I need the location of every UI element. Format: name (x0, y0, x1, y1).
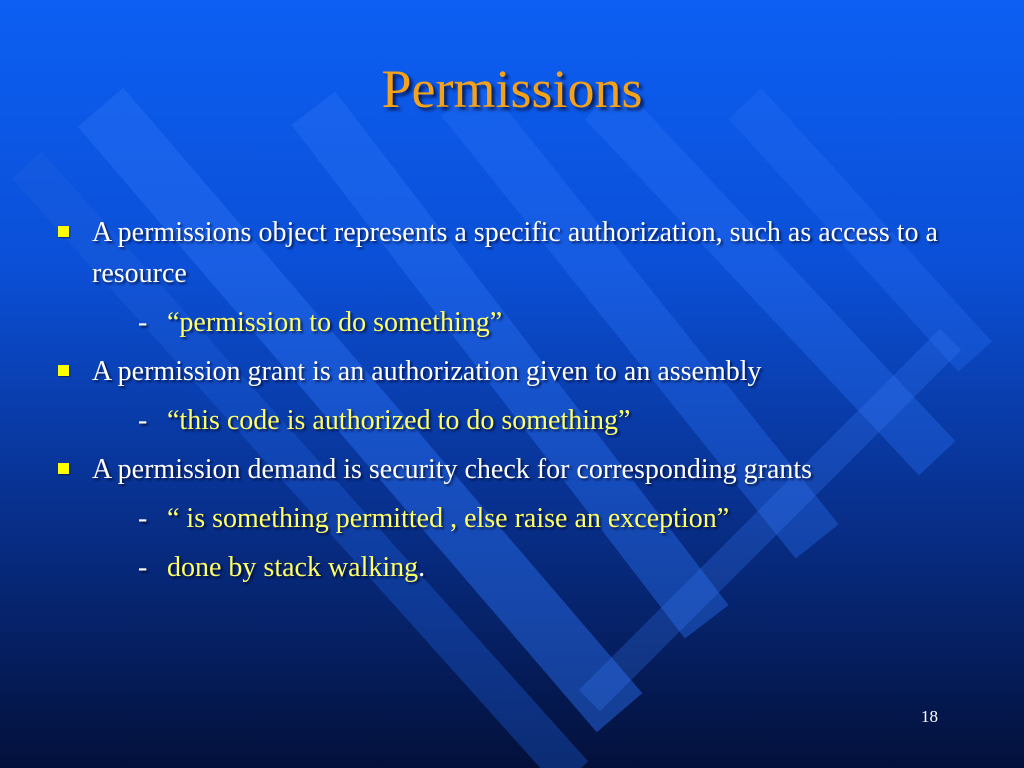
bullet-text: A permission demand is security check for corresponding grants (92, 454, 813, 485)
sub-item-text: “permission to do something” (167, 307, 503, 338)
dash-marker: - (138, 503, 148, 534)
slide-content (54, 212, 984, 596)
dash-marker: - (138, 307, 148, 338)
sub-item-text: “this code is authorized to do something” (167, 405, 631, 436)
sub-item (54, 400, 984, 441)
bullet-text: A permission grant is an authorization given to an assembly (92, 356, 762, 387)
sub-item-suffix: . (418, 552, 426, 583)
sub-item (54, 498, 984, 539)
dash-marker: - (138, 405, 148, 436)
square-bullet-icon (58, 365, 69, 376)
dash-marker: - (138, 552, 148, 583)
bullet-text: A permissions object represents a specific authorization, such as access to a resource (92, 217, 938, 289)
sub-item-text: done by stack walking (167, 552, 419, 583)
sub-item (54, 547, 984, 588)
sub-item-text: “ is something permitted , else raise an exception” (167, 503, 730, 534)
bullet-item (54, 351, 984, 392)
bullet-item (54, 212, 984, 294)
page-number: 18 (921, 707, 938, 726)
square-bullet-icon (58, 226, 69, 237)
square-bullet-icon (58, 463, 69, 474)
bullet-item (54, 449, 984, 490)
slide-title: Permissions (381, 59, 643, 119)
sub-item (54, 302, 984, 343)
